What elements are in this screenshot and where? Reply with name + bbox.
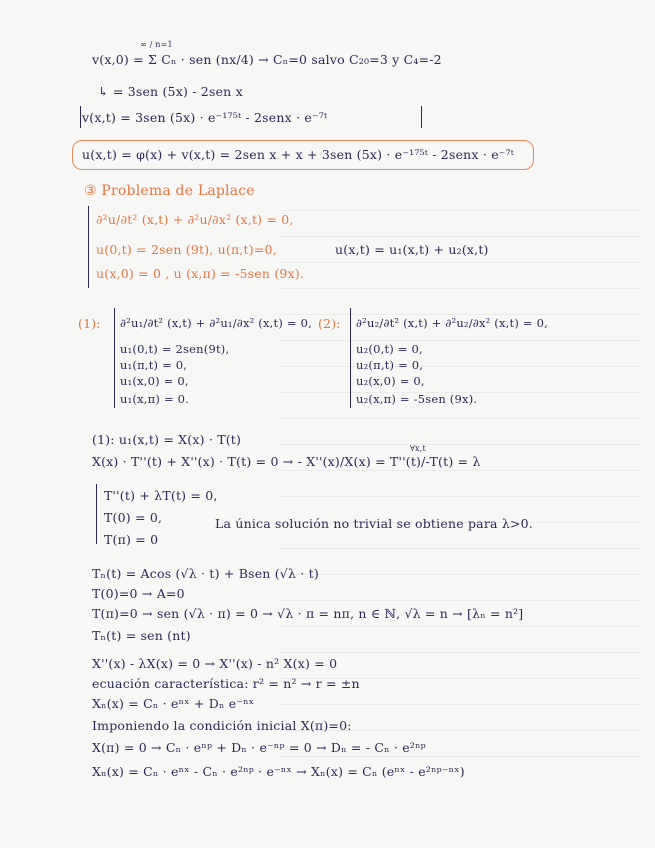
superposition: u(x,t) = u₁(x,t) + u₂(x,t) [335, 242, 489, 257]
section-heading: ③ Problema de Laplace [84, 183, 255, 199]
sub2-bc2: u₂(π,t) = 0, [356, 358, 424, 372]
lambda-note: La única solución no trivial se obtiene para λ>0. [215, 516, 533, 531]
x-general: Xₙ(x) = Cₙ · eⁿˣ + Dₙ e⁻ⁿˣ [92, 696, 255, 711]
laplace-eq: ∂²u/∂t² (x,t) + ∂²u/∂x² (x,t) = 0, [96, 212, 294, 227]
t-bc1: T(0) = 0, [104, 510, 163, 525]
t-bc1-result: T(0)=0 → A=0 [92, 586, 185, 601]
sub1-brace [114, 308, 115, 408]
sub1-bc1: u₁(0,t) = 2sen(9t), [120, 342, 230, 356]
laplace-bc2: u(x,0) = 0 , u (x,π) = -5sen (9x). [96, 266, 305, 281]
subproblem-1-label: (1): [78, 316, 101, 331]
x-eigenfunction: Xₙ(x) = Cₙ · eⁿˣ - Cₙ · e²ⁿᵖ · e⁻ⁿˣ → Xₙ(x) = Cₙ (eⁿˣ - e²ⁿᵖ⁻ⁿˣ) [92, 764, 465, 779]
initial-condition-text: Imponiendo la condición inicial X(π)=0: [92, 718, 352, 733]
separation-eq: X(x) · T''(t) + X''(x) · T(t) = 0 → - X''(x)/X(x) = T''(t)/-T(t) = λ [92, 454, 481, 469]
x-ode: X''(x) - λX(x) = 0 → X''(x) - n² X(x) = 0 [92, 656, 338, 671]
eigenvalues: T(π)=0 → sen (√λ · π) = 0 → √λ · π = nπ, n ∈ ℕ, √λ = n → [λₙ = n²] [92, 606, 524, 621]
system-brace [88, 206, 89, 288]
sub1-bc4: u₁(x,π) = 0. [120, 392, 190, 406]
t-ode: T''(t) + λT(t) = 0, [104, 488, 218, 503]
sub2-bc3: u₂(x,0) = 0, [356, 374, 425, 388]
t-bc2: T(π) = 0 [104, 532, 159, 547]
laplace-bc1: u(0,t) = 2sen (9t), u(π,t)=0, [96, 242, 277, 257]
sum-limits: ∞ / n=1 [140, 40, 173, 49]
series-result: ↳ = 3sen (5x) - 2sen x [98, 84, 243, 99]
separation-ansatz: (1): u₁(x,t) = X(x) · T(t) [92, 432, 242, 447]
subproblem-2-label: (2): [318, 316, 341, 331]
bracket [80, 106, 422, 128]
t-system-brace [96, 484, 97, 544]
sub1-eq: ∂²u₁/∂t² (x,t) + ∂²u₁/∂x² (x,t) = 0, [120, 316, 312, 330]
sub2-brace [350, 308, 351, 408]
u-solution: u(x,t) = φ(x) + v(x,t) = 2sen x + x + 3sen (5x) · e⁻¹⁷⁵ᵗ - 2senx · e⁻⁷ᵗ [82, 147, 515, 162]
sub1-bc2: u₁(π,t) = 0, [120, 358, 188, 372]
series-line: v(x,0) = Σ Cₙ · sen (nx/4) → Cₙ=0 salvo C₂₀=3 y C₄=-2 [92, 52, 442, 67]
forall-note: ∀x,t [410, 444, 426, 453]
v-solution: v(x,t) = 3sen (5x) · e⁻¹⁷⁵ᵗ - 2senx · e⁻⁷ᵗ [82, 110, 328, 125]
sub2-bc1: u₂(0,t) = 0, [356, 342, 423, 356]
sub2-bc4: u₂(x,π) = -5sen (9x). [356, 392, 478, 406]
characteristic-eq: ecuación característica: r² = n² → r = ±n [92, 676, 360, 691]
t-general: Tₙ(t) = Acos (√λ · t) + Bsen (√λ · t) [92, 566, 319, 581]
t-eigenfunction: Tₙ(t) = sen (nt) [92, 628, 191, 643]
sub2-eq: ∂²u₂/∂t² (x,t) + ∂²u₂/∂x² (x,t) = 0, [356, 316, 548, 330]
sub1-bc3: u₁(x,0) = 0, [120, 374, 189, 388]
x-bc-result: X(π) = 0 → Cₙ · eⁿᵖ + Dₙ · e⁻ⁿᵖ = 0 → Dₙ = - Cₙ · e²ⁿᵖ [92, 740, 426, 755]
